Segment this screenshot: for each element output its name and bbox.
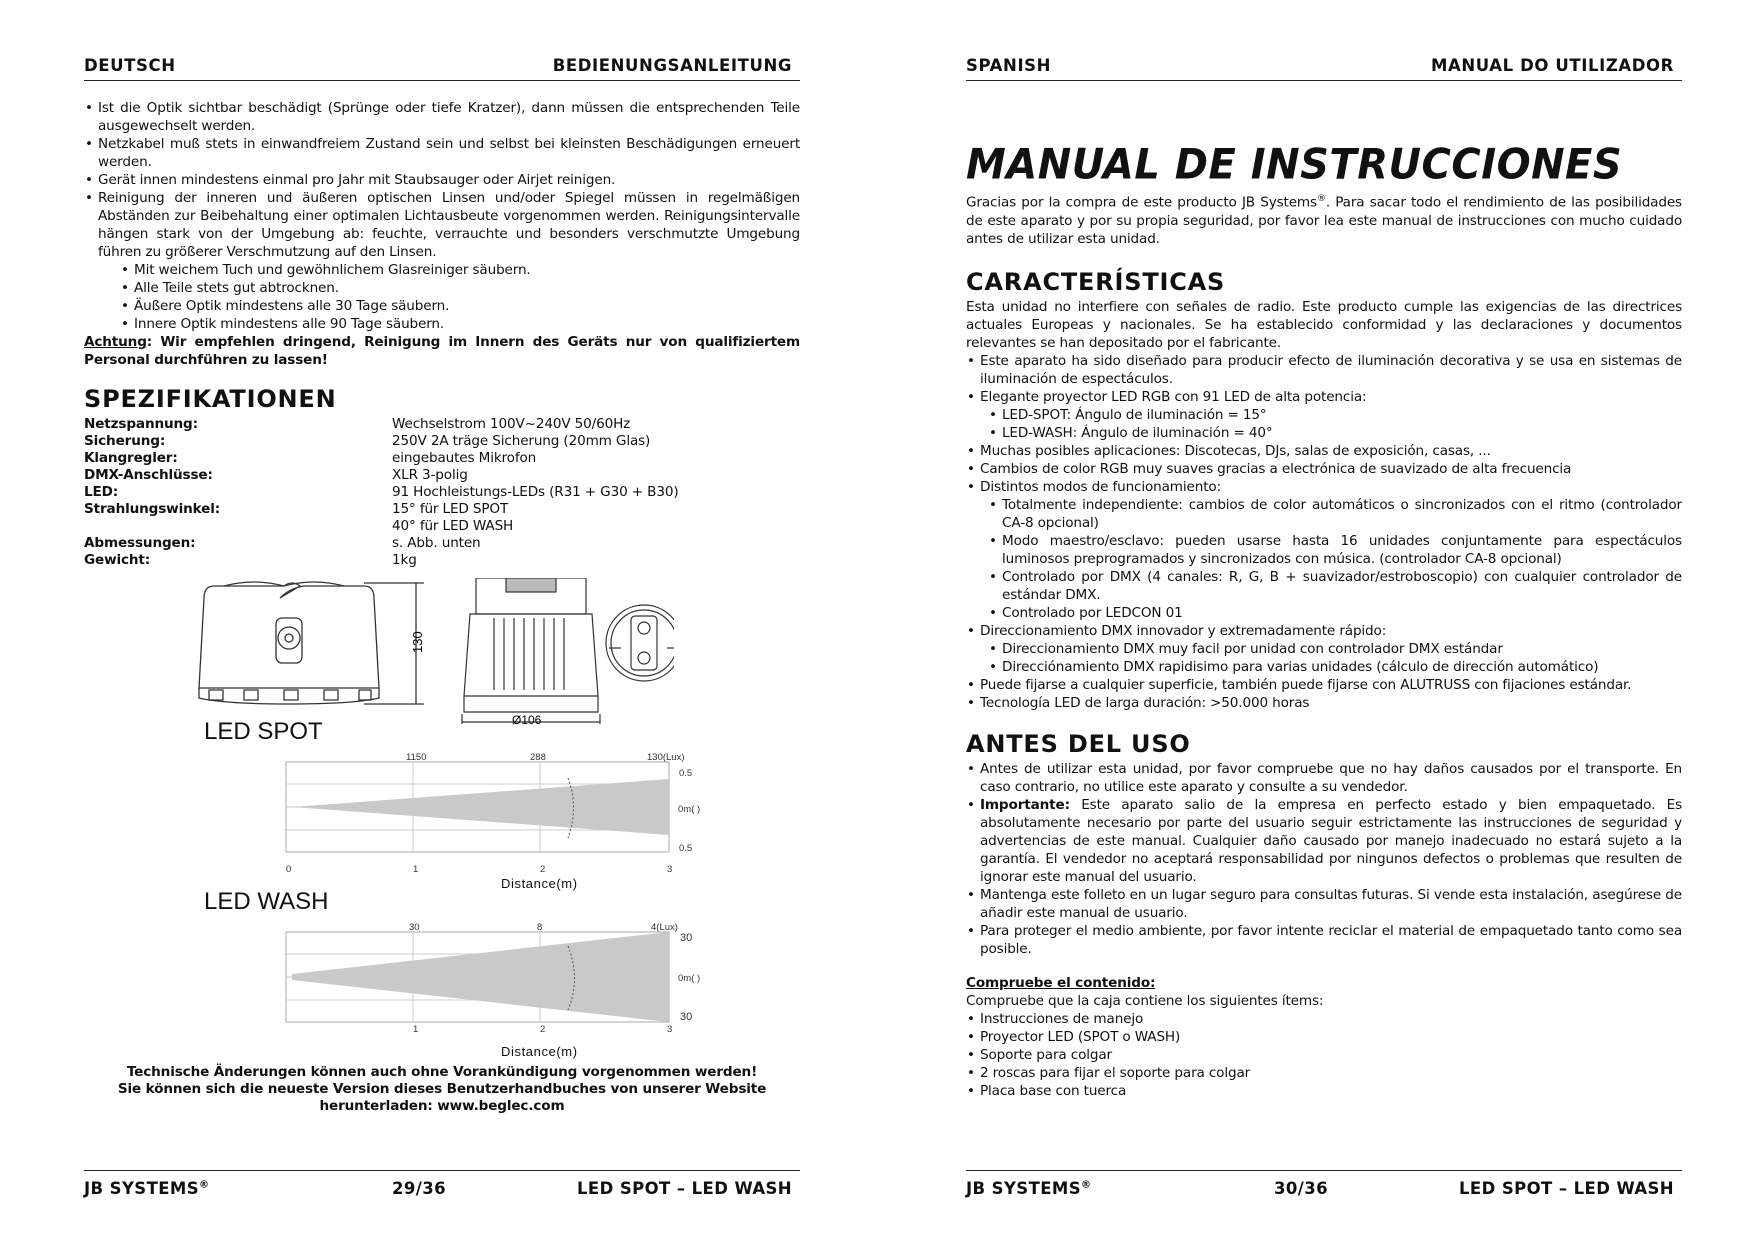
spec-key: Netzspannung: — [84, 416, 198, 432]
spec-key: Klangregler: — [84, 450, 178, 466]
page-left — [84, 0, 800, 1240]
list-item: • LED-SPOT: Ángulo de iluminación = 15° — [988, 406, 1682, 424]
warning-label: Achtung — [84, 334, 147, 350]
wash-chart-title: LED WASH — [204, 888, 329, 915]
spec-key: LED: — [84, 484, 119, 500]
contents-section — [966, 974, 1682, 1100]
warning-text: : Wir empfehlen dringend, Reinigung im Innern des Geräts nur von qualifiziertem Personal durchführen zu lassen! — [84, 334, 800, 368]
footer-page-number: 29/36 — [392, 1179, 446, 1198]
dimension-drawings — [194, 578, 674, 728]
before-use-list — [966, 760, 1682, 958]
spec-table — [84, 415, 800, 568]
spec-row — [84, 449, 800, 466]
features-section — [966, 298, 1682, 712]
features-list — [966, 676, 1682, 712]
list-item: • Direccionamiento DMX muy facil por unidad con controlador DMX estándar — [988, 640, 1682, 658]
list-item: • Distintos modos de funcionamiento: — [966, 478, 1682, 496]
list-item: • Ist die Optik sichtbar beschädigt (Sprünge oder tiefe Kratzer), dann müssen die entsprechenden Teile ausgewechselt werden. — [84, 99, 800, 135]
features-list — [966, 442, 1682, 496]
spec-value: s. Abb. unten — [392, 535, 481, 551]
list-item: • Proyector LED (SPOT o WASH) — [966, 1028, 1682, 1046]
page-header — [966, 54, 1682, 81]
beam-shape — [292, 932, 669, 1022]
spec-key: Strahlungswinkel: — [84, 501, 221, 517]
cleaning-list — [84, 99, 800, 261]
list-item: • Äußere Optik mindestens alle 30 Tage säubern. — [120, 297, 800, 315]
list-item: • Innere Optik mindestens alle 90 Tage säubern. — [120, 315, 800, 333]
footer-product: LED SPOT – LED WASH — [577, 1179, 792, 1198]
footer-brand-text: JB SYSTEMS — [966, 1179, 1082, 1198]
wash-x-tick: 2 — [540, 1024, 546, 1035]
manual-title: MANUAL DE INSTRUCCIONES — [966, 140, 1623, 190]
wash-x-tick: 3 — [667, 1024, 673, 1035]
spec-row — [84, 517, 800, 534]
footer-brand — [84, 1179, 209, 1198]
header-title: BEDIENUNGSANLEITUNG — [552, 56, 792, 75]
features-sub-list — [966, 640, 1682, 676]
spec-key: Gewicht: — [84, 552, 151, 568]
spec-title: SPEZIFIKATIONEN — [84, 385, 337, 413]
footer-brand-text: JB SYSTEMS — [84, 1179, 200, 1198]
list-item: • Direccionamiento DMX innovador y extremadamente rápido: — [966, 622, 1682, 640]
list-item: • Elegante proyector LED RGB con 91 LED de alta potencia: — [966, 388, 1682, 406]
spot-x-tick: 0 — [286, 864, 292, 873]
list-item: • 2 roscas para fijar el soporte para colgar — [966, 1064, 1682, 1082]
top-view-drawing — [606, 605, 674, 681]
front-view-drawing — [462, 578, 600, 724]
spec-value: XLR 3-polig — [392, 467, 468, 483]
list-item: • Mantenga este folleto en un lugar seguro para consultas futuras. Si vende esta instalación, asegúrese de añadir este manual de usuario. — [966, 886, 1682, 922]
contents-title: Compruebe el contenido: — [966, 975, 1156, 991]
intro-paragraph — [966, 190, 1682, 248]
features-intro: Esta unidad no interfiere con señales de radio. Este producto cumple las exigencias de las directrices actuales Europeas y nacionales. Se ha establecido conformidad y las declaraciones y documentos relevantes se han depositado por el fabricante. — [966, 299, 1682, 351]
spot-x-tick: 3 — [667, 864, 673, 873]
features-title: CARACTERÍSTICAS — [966, 268, 1226, 296]
page-header — [84, 54, 800, 81]
beam-shape — [292, 779, 669, 835]
before-use-title: ANTES DEL USO — [966, 730, 1191, 758]
contents-list — [966, 1010, 1682, 1100]
header-language: SPANISH — [966, 56, 1052, 75]
list-item: • Controlado por LEDCON 01 — [988, 604, 1682, 622]
spec-value: Wechselstrom 100V~240V 50/60Hz — [392, 416, 631, 432]
width-dimension-label: Ø106 — [512, 713, 542, 727]
spot-x-axis-label: Distance(m) — [501, 876, 578, 891]
spec-value: 250V 2A träge Sicherung (20mm Glas) — [392, 433, 651, 449]
list-item — [966, 796, 1682, 886]
wash-lux-label: 8 — [537, 922, 543, 933]
spec-value: 91 Hochleistungs-LEDs (R31 + G30 + B30) — [392, 484, 679, 500]
list-item: • Cambios de color RGB muy suaves gracias a electrónica de suavizado de alta frecuencia — [966, 460, 1682, 478]
spec-row — [84, 551, 800, 568]
list-item: • Este aparato ha sido diseñado para producir efecto de iluminación decorativa y se usa en sistemas de iluminación de espectáculos. — [966, 352, 1682, 388]
wash-lux-label: 4(Lux) — [651, 922, 678, 933]
header-language: DEUTSCH — [84, 56, 176, 75]
spec-key: DMX-Anschlüsse: — [84, 467, 213, 483]
cleaning-section — [84, 99, 800, 369]
important-text: Este aparato salio de la empresa en perfecto estado y bien empaquetado. Es absolutamente necesario por parte del usuario seguir estrictamente las instrucciones de seguridad y advertencias de este manual. Cualquier daño causado por manejo inadecuado no estará sujeto a la garantía. El vendedor no aceptará responsabilidad por ningunos defectos o problemas que resulten de ignorar este manual del usuario. — [980, 797, 1682, 885]
spec-row — [84, 483, 800, 500]
list-item: • Tecnología LED de larga duración: >50.000 horas — [966, 694, 1682, 712]
list-item: • Instrucciones de manejo — [966, 1010, 1682, 1028]
cleaning-sub-list — [84, 261, 800, 333]
spot-right-label: 0.5 — [679, 843, 693, 854]
spec-value: eingebautes Mikrofon — [392, 450, 537, 466]
footer-product: LED SPOT – LED WASH — [1459, 1179, 1674, 1198]
notice-line: herunterladen: www.beglec.com — [319, 1098, 565, 1114]
spec-value: 1kg — [392, 552, 417, 568]
spot-right-label: 0.5 — [679, 768, 693, 779]
notice-text — [84, 1064, 800, 1115]
wash-right-label: 30 — [680, 1011, 693, 1023]
list-item: • Modo maestro/esclavo: pueden usarse hasta 16 unidades conjuntamente para espectáculos luminosos preprogramados y sincronizados con música. (controlador CA-8 opcional) — [988, 532, 1682, 568]
wash-beam-chart — [184, 918, 704, 1043]
warning-note — [84, 333, 800, 369]
list-item: • Direcciónamiento DMX rapidisimo para varias unidades (cálculo de dirección automático) — [988, 658, 1682, 676]
footer-brand — [966, 1179, 1091, 1198]
side-view-drawing — [199, 582, 424, 704]
list-item: • Netzkabel muß stets in einwandfreiem Zustand sein und selbst bei kleinsten Beschädigungen erneuert werden. — [84, 135, 800, 171]
registered-mark: ® — [1081, 1179, 1092, 1191]
spot-x-tick: 1 — [413, 864, 419, 873]
registered-mark: ® — [1316, 194, 1326, 204]
features-sub-list — [966, 496, 1682, 622]
features-list — [966, 352, 1682, 406]
list-item: • Gerät innen mindestens einmal pro Jahr mit Staubsauger oder Airjet reinigen. — [84, 171, 800, 189]
features-list — [966, 622, 1682, 640]
list-item: • Reinigung der inneren und äußeren optischen Linsen und/oder Spiegel müssen in regelmäßigen Abständen zur Beibehaltung einer optimalen Lichtausbeute vorgenommen werden. Reinigungsintervalle hängen stark von der Umgebung ab: feuchte, verrauchte und besonders verschmutzte Umgebung führen zu größerer Verschmutzung auf den Linsen. — [84, 189, 800, 261]
spot-chart-title: LED SPOT — [204, 718, 323, 745]
spec-row — [84, 500, 800, 517]
spot-lux-label: 130(Lux) — [647, 752, 685, 763]
list-item: • Para proteger el medio ambiente, por favor intente reciclar el material de empaquetado tanto como sea posible. — [966, 922, 1682, 958]
wash-right-label: 30 — [680, 932, 693, 944]
list-item: • Totalmente independiente: cambios de color automáticos o sincronizados con el ritmo (controlador CA-8 opcional) — [988, 496, 1682, 532]
wash-x-axis-label: Distance(m) — [501, 1044, 578, 1059]
spot-right-label: 0m( ) — [678, 804, 701, 815]
wash-right-label: 0m( ) — [678, 973, 701, 984]
spot-beam-chart — [184, 748, 704, 873]
spec-key: Sicherung: — [84, 433, 166, 449]
list-item: • Muchas posibles aplicaciones: Discotecas, DJs, salas de exposición, casas, ... — [966, 442, 1682, 460]
features-sub-list — [966, 406, 1682, 442]
spot-lux-label: 288 — [530, 752, 546, 763]
height-dimension-label: 130 — [410, 631, 425, 653]
notice-line: Sie können sich die neueste Version dieses Benutzerhandbuches von unserer Website — [117, 1081, 767, 1097]
list-item: • Antes de utilizar esta unidad, por favor compruebe que no hay daños causados por el transporte. En caso contrario, no utilice este aparato y consulte a su vendedor. — [966, 760, 1682, 796]
wash-lux-label: 30 — [409, 922, 420, 933]
page-right — [966, 0, 1682, 1240]
intro-text: Gracias por la compra de este producto JB Systems — [966, 194, 1317, 211]
page-footer — [966, 1170, 1682, 1198]
spec-value: 40° für LED WASH — [392, 518, 514, 534]
list-item: • Mit weichem Tuch und gewöhnlichem Glasreiniger säubern. — [120, 261, 800, 279]
list-item: • Controlado por DMX (4 canales: R, G, B + suavizador/estroboscopio) con cualquier controlador de estándar DMX. — [988, 568, 1682, 604]
list-item: • LED-WASH: Ángulo de iluminación = 40° — [988, 424, 1682, 442]
spot-lux-label: 1150 — [406, 752, 427, 763]
list-item: • Placa base con tuerca — [966, 1082, 1682, 1100]
spec-row — [84, 432, 800, 449]
registered-mark: ® — [199, 1179, 210, 1191]
notice-line: Technische Änderungen können auch ohne Vorankündigung vorgenommen werden! — [126, 1064, 758, 1080]
spec-row — [84, 415, 800, 432]
important-label: Importante: — [980, 797, 1070, 813]
spot-x-tick: 2 — [540, 864, 546, 873]
list-item: • Puede fijarse a cualquier superficie, también puede fijarse con ALUTRUSS con fijaciones estándar. — [966, 676, 1682, 694]
list-item: • Alle Teile stets gut abtrocknen. — [120, 279, 800, 297]
list-item: • Soporte para colgar — [966, 1046, 1682, 1064]
contents-intro: Compruebe que la caja contiene los siguientes ítems: — [966, 993, 1324, 1009]
intro-text: . Para sacar todo el rendimiento de las posibilidades de este aparato y por su propia seguridad, por favor lea este manual de instrucciones con mucho cuidado antes de utilizar esta unidad. — [966, 194, 1682, 247]
footer-page-number: 30/36 — [1274, 1179, 1328, 1198]
spec-key: Abmessungen: — [84, 535, 196, 551]
before-use-section — [966, 760, 1682, 958]
spec-value: 15° für LED SPOT — [392, 501, 509, 517]
spec-row — [84, 466, 800, 483]
wash-x-tick: 1 — [413, 1024, 419, 1035]
page-footer — [84, 1170, 800, 1198]
header-title: MANUAL DO UTILIZADOR — [1431, 56, 1674, 75]
spec-row — [84, 534, 800, 551]
